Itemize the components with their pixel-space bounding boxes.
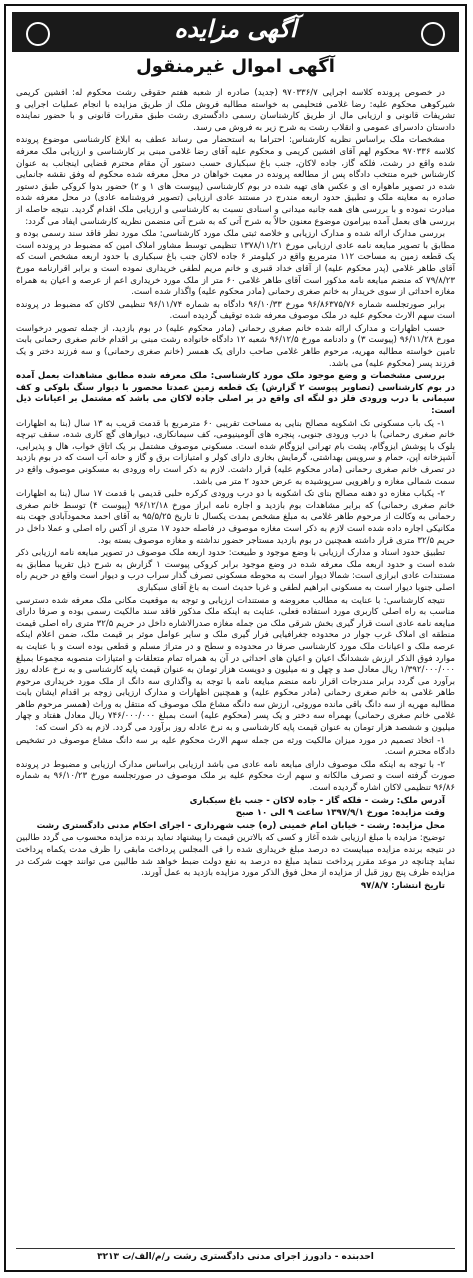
paragraph: آدرس ملک: رشت - فلکه گاز - جاده لاکان - جنب باغ سبکباری — [189, 795, 445, 806]
paragraph: ۱- اتخاذ تصمیم در مورد میزان مالکیت ورثه من جمله سهم الارث محکوم علیه بر سه دانگ مشاع موصوف در تشخیص دادگاه محترم است. — [16, 735, 455, 758]
paragraph: حسب اظهارات و مدارک ارائه شده خانم صغری رحمانی (مادر محکوم علیه) در بوم بازدید، از جمله تصویر درخواست مورخ ۹۶/۱۱/۲۸ (پیوست ۳) و دادنامه مورخ ۹۶/۱۲/۵ شعبه ۱۲ دادگاه خانواده رشت مبنی بر اقدام خانم صغری رحمانی بابت تامین خواسته مطالبه مهریه، مرحوم طاهر غلامی صاحب دارای یک همسر (خانم صغری رحمانی) و سه فرزند دختر و یک فرزند پسر (محکوم علیه) می باشد. — [16, 323, 455, 369]
notice-footer: احدبنده - دادورز اجرای مدنی دادگستری رشت ر/م/الف/ت ۳۲۱۳ — [16, 1248, 455, 1262]
notice-title: آگهی اموال غیرمنقول — [136, 56, 335, 77]
paragraph: ۱- یک باب مسکونی تک اشکوبه مصالح بنایی به مساحت تقریبی ۶۰ مترمربع با قدمت قریب به ۱۳ سال (بنا به اظهارات خانم صغری رحمانی) با درب ورودی جنوبی، پنجره های آلومینیومی، کف سیمانکاری، دیوارهای گچ کاری شده، سقف تیرچه بلوک با پوشش ایزوگام، پشت بام تهرانی ایزوگام شده است. مسکونی موصوف مشتمل بر یک اتاق خواب، هال و پذیرایی، آشپزخانه اپن، حمام و سرویس بهداشتی، گرمایش بخاری دارای کولر و امتیازات برق و گاز و حانه آب است که در بوم بازدید در تصرف خانم صغری رحمانی (مادر محکوم علیه) قرار داشت. لازم به ذکر است راه ورودی به مسکونی موصوف واقع در سمت شمالی مغازه و راهرویی سرپوشیده به عرض حدود ۲ متر می باشد. — [16, 418, 455, 487]
paragraph: وقت مزایده: مورخ ۱۳۹۷/۹/۱ ساعت ۹ الی ۱۰ صبح — [235, 808, 445, 819]
banner — [12, 12, 459, 52]
paragraph: محل مزایده: رشت - خیابان امام خمینی (ره) جنب شهرداری - اجرای احکام مدنی دادگستری رشت — [36, 820, 445, 831]
paragraph: مشخصات ملک براساس نظریه کارشناس: احتراما به استحضار می رساند عطف به ابلاغ کارشناسی موضوع پرونده کلاسه ۹۷۰۳۳۶ محکوم لهم آقای افشین کریمی و محکوم علیه آقای رضا غلامی مبنی بر کارشناسی و ارزیابی ملک معرفه شده واقع در رشت، فلکه گاز، جاده لاکان، جنب باغ سبکباری حسب دستور آن مقام محترم قضایی اینجانب به عنوان کارشناس خبره منتخب دادگاه پس از مطالعه پرونده در معیت خواهان در محل معرفه شده محکوم له وفق نقشه جانمایی شده در تصویر ماهواره ای و عکس های تهیه شده در بوم کارشناسی (پیوست های ۱ و ۲) حضور بدوا کروکی طبق دستور صادره به معاینه ملک و تطبیق حدود اربعه مندرج در مستند عادی ارزیابی (تصویر فروشنامه عادی) در محل معرفه شده مبادرت نموده و با بررسی های همه جانبه میدانی و اسنادی نسبت به کارشناسی و ارزیابی ملک اقدام گردید. نتیجه حاصله از بررسی های بعمل آمده بیرامون موضوع معنون حالاً به شرح آتی که به شرح آتی منضمن نظریه کارشناسی ایفاد می گردد: — [16, 135, 455, 227]
paragraph: تاریخ انتشار: ۹۷/۸/۷ — [360, 880, 445, 891]
paragraph: ۲- با توجه به اینکه ملک موصوف دارای مبایعه نامه عادی می باشد ارزیابی براساس مدارک ارزیابی و مضبوط در پرونده صورت گرفته است و تصرف مالکانه و سهم ارث محکوم علیه بر ملک موصوف در صورتجلسه مورخ ۹۶/۱۰/۲۳ به شماره ۹۶/۸۶ تنظیمی لاکان اشاره گردیده است. — [16, 759, 455, 794]
notice-frame — [4, 4, 467, 1272]
paragraph: توضیح: مزایده با مبلغ ارزیابی شده آغاز و کسی که بالاترین قیمت را پیشنهاد نماید برنده مزایده محسوب می گردد طالبین در نتیجه برنده مزایده میبایست ده درصد مبلغ خریداری شده را فی المجلس پرداخت مابقی را ظرف مدت یکماه پرداخت نماید چنانچه در موعد مقرر پرداخت ننماید مبلغ ده درصد به نفع دولت ضبط خواهد شد طالبین می توانند جهت شرکت در مزایده ظرف پنج روز قبل از مزایده از محل فوق الذکر مورد مزایده بازدید به عمل آورند. — [16, 833, 455, 879]
paragraph: برابر صورتجلسه شماره ۹۶/۸۶۳۷۵/۷۶ مورخ ۹۶/۱۰/۳۳ دادگاه به شماره ۹۶/۱۱/۷۴ تنظیمی لاکان که مضبوط در پرونده است سهم الارث محکوم علیه در ملک موصوف معرفه شده توقیف گردیده است. — [16, 299, 455, 322]
notice-body — [16, 88, 455, 893]
paragraph: بررسی مشخصات و وضع موجود ملک مورد کارشناسی: ملک معرفه شده مطابق مشاهدات بعمل آمده در بوم کارشناسی (تصاویر پیوست ۲ گزارش) یک قطعه زمین عمدتا محصور با دیوار سنگ بلوکی و کف سیمانی با درب ورودی فلز دو لنگه ای واقع در بر اصلی جاده لاکان می باشد که مشتمل بر اعیانات ذیل است: — [16, 371, 455, 417]
paragraph: تطبیق حدود اسناد و مدارک ارزیابی با وضع موجود و طبیعت: حدود اربعه ملک موصوف در تصویر مبایعه نامه ارزیابی ذکر شده است و حدود اربعه ملک معرفه شده در وضع موجود برابر کروکی پیوست ۱ گزارش به شرح ذیل تقریبا مطابق به مستندات عادی ابرازی است: شمالا دیوار است به محوطه مسکونی تصرف گذار سراب درب و دیوار است واقع در حریم راه اصلی جنوبا دیوار است به مسکونی ابراهیم لطفی و غربا حدیث است به باغ آقای سبکباری — [16, 548, 455, 593]
paragraph: در خصوص پرونده کلاسه اجرایی ۹۷۰۳۳۶/۷ (جدید) صادره از شعبه هفتم حقوقی رشت محکوم له: افشین کریمی شیرکوهی محکوم علیه: رضا غلامی فتحلیمی به خواسته مطالبه فروش ملک از طریق مزایده با انجام عملیات اجرایی و تشریفات قانونی و ارزیابی مال از طریق کارشناسان رسمی دادگستری رشت طبق مقررات قانونی و با حضور نماینده دادستان دادسرای عمومی و انقلاب رشت به شرح زیر به فروش می رسد. — [16, 88, 455, 133]
paragraph: نتیجه کارشناسی: با عنایت به مطالب معروضه و مستندات ارزیابی و توجه به موقعیت مکانی ملک معرفه شده دسترسی مناسب به راه اصلی کاربری مورد استفاده فعلی، عنایت به اینکه ملک مذکور فاقد سند مالکیت رسمی بوده و صرفا دارای مبایعه نامه عادی است قرار گیری بخش شرقی ملک من جمله مغازه صدرالاشاره داخل در حریم ۳۲/۵ متری راه اصلی قیمت منطقه ای املاک غرب جوار در محدوده جغرافیایی فرار گیری ملک و سایر عوامل موثر بر قیمت ملک، ضمن اعلام اینکه عرصه ملک و اعیانات ملک مورد کارشناسی صرفا در محدوده و سطح و در متراژ مسلم و قطعی بوده است و با عنایت به موارد فوق الذکر ارزش ششدانگ اعیان و اعیان های احداثی در آن به همراه تمام متعلقات و امتیازات منصوبه مجموعا بمبلغ ۱/۳۹۲/۰۰۰/۰۰۰ ریال معادل صد و چهل و نه میلیون و دویست هزار تومان به عنوان قیمت پایه کارشناسی و به نرخ عادله روز برآورد می گردد برابر مندرجات اقرار نامه منضم مبایعه نامه با توجه به واگذاری سه دانگ از ملک مورد خریداری مرحوم طاهر غلامی به خانم صغری رحمانی (مادر محکوم علیه) و همچنین اظهارات و مدارک ارزیابی زوجه بر اقدام ایشان بابت مطالبه مهریه از سه دانگ باقی مانده موروثی، ارزش سه دانگه مشاع ملک موصوف که منتقل به وراث (همسر مرحوم طاهر غلامی خانم صغری رحمانی) بهمراه سه دختر و یک پسر (محکوم علیه) است بمبلغ ۷۴۶/۰۰۰/۰۰۰ ریال معادل هفتاد و چهار میلیون و ششصد هزار تومان به عنوان قیمت پایه کارشناسی و به نرخ عادله روز برآورد می گردد. لازم به ذکر است که: — [16, 595, 455, 734]
paragraph: بررسی مدارک ارائه شده و مدارک ارزیابی و خلاصه ثبتی ملک مورد کارشناسی: ملک مورد نظر فاقد سند رسمی بوده و مطابق با تصویر مبایعه نامه عادی ارزیابی مورخ ۱۳۷۸/۱۱/۲۱ تنظیمی توسط مشاور املاک امین که مضبوط در پرونده است یک قطعه زمین به مساحت ۱۱۲ مترمربع واقع در کیلومتر ۶ جاده لاکان جنب باغ سبکباری با حدود اربعه مشخص است که آقای طاهر غلامی (پدر محکوم علیه) از آقای خداد قنبری و خانم مریم لطفی خریداری نموده است و برابر اقرارنامه مورخ ۷۹/۸/۲۳ که منضم مبایعه نامه مذکور است آقای طاهر غلامی ۶۰ متر از ملک مورد خریداری اعم از عرصه و اعیان به همراه مغازه احداثی از سوی خریدار به خانم صغری رحمانی (مادر محکوم علیه) واگذار شده است. — [16, 229, 456, 298]
banner-title: آگهی مزایده — [174, 15, 297, 43]
paragraph: ۲- یکباب مغازه دو دهنه مصالح بنای تک اشکوبه با دو درب ورودی کرکره حلبی قدیمی با قدمت ۱۷ سال (بنا به اظهارات خانم صغری رحمانی) که برابر مشاهدات بوم بازدید و اجاره نامه ابراز مورخ ۹۶/۱۲/۱۸ (پیوست ۴) توسط خانم صغری رحمانی به وکالت از مرحوم طاهر غلامی به مبلغ مشخص بمدت یکسال تا تاریخ ۹۵/۵/۲۵ به آقای احمد محمودآبادی جهت بنه مکانیکی اجاره داده شده است لازم به ذکر است مغازه موصوف در فاصله حدود ۱۷ متری از آکس راه اصلی و عملا داخل در حریم ۳۲/۵ متری قرار داشته همچنین در بوم بازدید مستاجر حضور نداشته و مغازه موصوف بسته بود. — [16, 489, 455, 546]
